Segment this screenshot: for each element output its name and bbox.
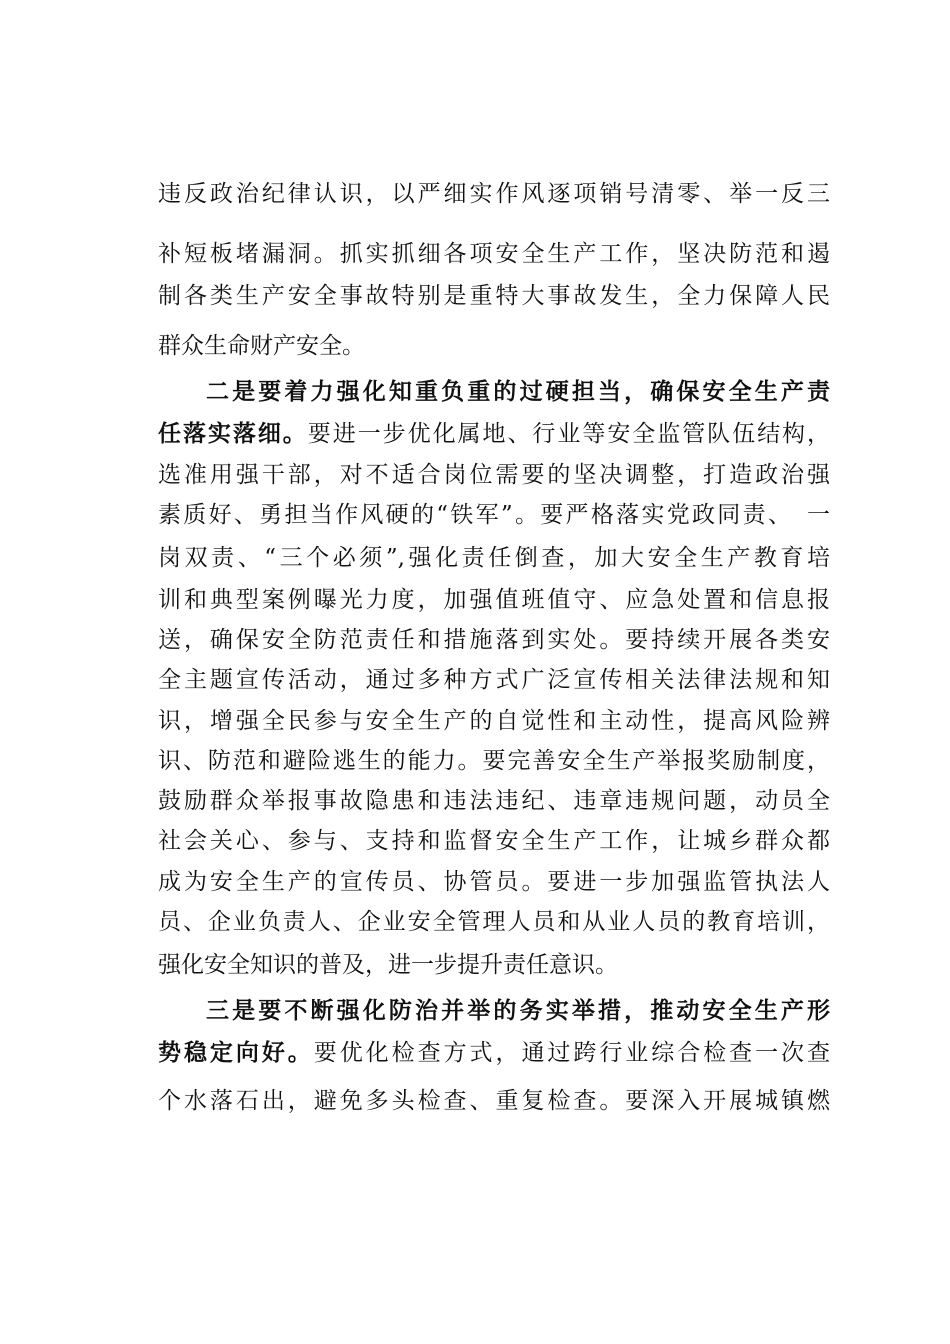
text-line: 送，确保安全防范责任和措施落到实处。要持续开展各类安 <box>158 627 830 653</box>
text-line: 制各类生产安全事故特别是重特大事故发生，全力保障人民 <box>158 283 830 309</box>
text-line: 补短板堵漏洞。抓实抓细各项安全生产工作，坚决防范和遏 <box>158 241 830 267</box>
text-line: 鼓励群众举报事故隐患和违法违纪、违章违规问题，动员全 <box>158 788 830 814</box>
text-line: 势稳定向好。要优化检查方式，通过跨行业综合检查一次查 <box>158 1039 831 1066</box>
paragraph-heading: 三是要不断强化防治并举的务实举措，推动安全生产形 <box>206 997 830 1024</box>
text-line: 个水落石出，避免多头检查、重复检查。要深入开展城镇燃 <box>158 1088 830 1114</box>
text-line: 岗双责、“三个必须”,强化责任倒查，加大安全生产教育培 <box>158 545 830 571</box>
text-line: 选准用强干部，对不适合岗位需要的坚决调整，打造政治强 <box>158 462 830 488</box>
text-line: 素质好、勇担当作风硬的“铁军”。要严格落实党政同责、 一 <box>158 502 830 528</box>
text-line: 社会关心、参与、支持和监督安全生产工作，让城乡群众都 <box>158 828 830 854</box>
text-line: 成为安全生产的宣传员、协管员。要进一步加强监管执法人 <box>158 869 830 895</box>
text-line: 识、防范和避险逃生的能力。要完善安全生产举报奖励制度， <box>158 748 830 774</box>
paragraph-heading: 二是要着力强化知重负重的过硬担当，确保安全生产责 <box>206 378 830 405</box>
text-line: 训和典型案例曝光力度，加强值班值守、应急处置和信息报 <box>158 587 830 613</box>
text-line: 员、企业负责人、企业安全管理人员和从业人员的教育培训， <box>158 909 830 935</box>
text-line: 任落实落细。要进一步优化属地、行业等安全监管队伍结构， <box>158 420 831 447</box>
text-line: 全主题宣传活动，通过多种方式广泛宣传相关法律法规和知 <box>158 667 830 693</box>
text-line: 识，增强全民参与安全生产的自觉性和主动性，提高风险辨 <box>158 708 830 734</box>
text-line: 强化安全知识的普及，进一步提升责任意识。 <box>158 952 618 978</box>
text-line: 群众生命财产安全。 <box>158 333 365 359</box>
text-line: 违反政治纪律认识，以严细实作风逐项销号清零、举一反三 <box>158 181 830 207</box>
